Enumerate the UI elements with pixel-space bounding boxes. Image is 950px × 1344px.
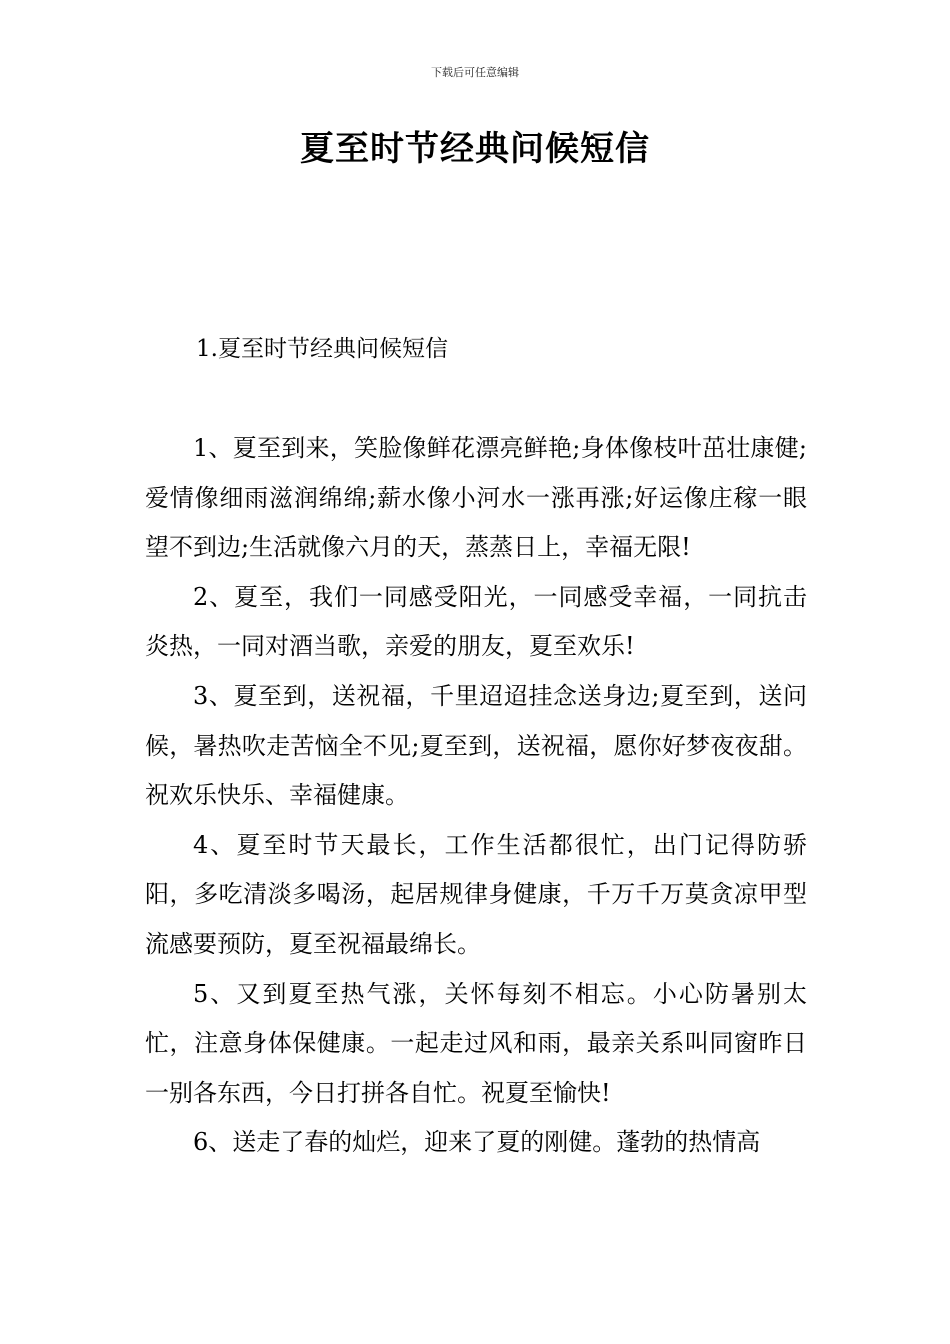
- page-title: 夏至时节经典问候短信: [300, 129, 650, 169]
- paragraph-4: 4、夏至时节天最长，工作生活都很忙，出门记得防骄阳，多吃清淡多喝汤，起居规律身健康，千万千万莫贪凉甲型流感要预防，夏至祝福最绵长。: [145, 830, 807, 958]
- paragraph-2: 2、夏至，我们一同感受阳光，一同感受幸福，一同抗击炎热，一同对酒当歌，亲爱的朋友，夏至欢乐!: [145, 582, 807, 661]
- paragraph-6: 6、送走了春的灿烂，迎来了夏的刚健。蓬勃的热情高: [193, 1128, 761, 1157]
- paragraph-5: 5、又到夏至热气涨，关怀每刻不相忘。小心防暑别太忙，注意身体保健康。一起走过风和雨，最亲关系叫同窗昨日一别各东西，今日打拼各自忙。祝夏至愉快!: [145, 979, 807, 1107]
- paragraph-3: 3、夏至到，送祝福，千里迢迢挂念送身边;夏至到，送问候，暑热吹走苦恼全不见;夏至到，送祝福，愿你好梦夜夜甜。祝欢乐快乐、幸福健康。: [145, 681, 807, 810]
- body-text: [145, 424, 807, 1168]
- header-note: 下载后可任意编辑: [431, 66, 519, 79]
- section-heading: 1.夏至时节经典问候短信: [196, 336, 448, 362]
- paragraph-1: 1、夏至到来，笑脸像鲜花漂亮鲜艳;身体像枝叶茁壮康健;爱情像细雨滋润绵绵;薪水像小河水一涨再涨;好运像庄稼一眼望不到边;生活就像六月的天，蒸蒸日上，幸福无限!: [145, 434, 807, 562]
